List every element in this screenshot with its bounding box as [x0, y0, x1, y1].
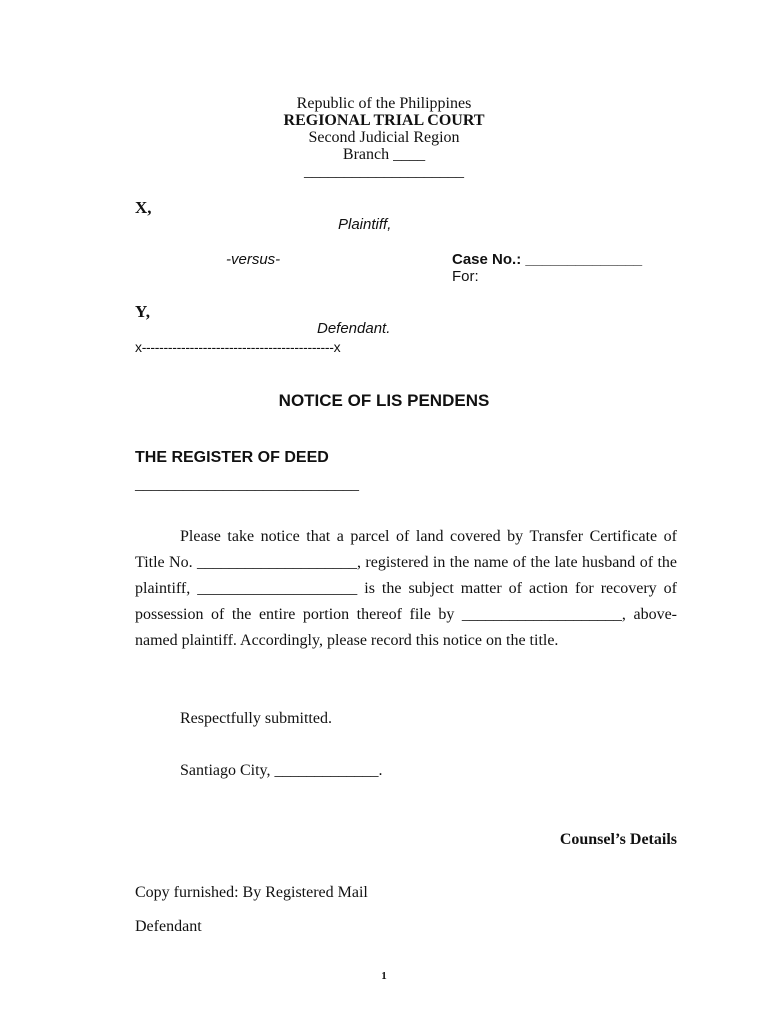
respectfully-submitted: Respectfully submitted.: [180, 710, 332, 727]
page-number: 1: [381, 970, 387, 982]
header-rule: ____________________: [304, 163, 464, 180]
defendant-role: Defendant.: [317, 320, 391, 337]
court-header: [0, 95, 768, 180]
header-branch: Branch ____: [342, 146, 426, 163]
copy-recipient: Defendant: [135, 918, 202, 935]
header-court: REGIONAL TRIAL COURT: [283, 112, 485, 129]
counsel-details: Counsel’s Details: [559, 831, 677, 848]
notice-paragraph: Please take notice that a parcel of land covered by Transfer Certificate of Title No. ____________________, registered in the name of the late husband of the plaintiff, ____________________ is the subject matter of action for recovery of possession of the entire portion thereof file by ____________________, above-named plaintiff. Accordingly, please record this notice on the title.: [135, 528, 677, 649]
header-region: Second Judicial Region: [308, 129, 460, 146]
versus-label: -versus-: [226, 251, 281, 268]
header-republic: Republic of the Philippines: [296, 95, 472, 112]
defendant-name: Y,: [135, 302, 150, 321]
addressee-rule: ____________________________: [135, 476, 359, 493]
copy-furnished: Copy furnished: By Registered Mail: [135, 884, 368, 901]
addressee-label: THE REGISTER OF DEED: [135, 449, 329, 466]
document-title: NOTICE OF LIS PENDENS: [278, 391, 490, 410]
plaintiff-role: Plaintiff,: [338, 216, 392, 233]
place-and-date: Santiago City, _____________.: [180, 762, 383, 779]
case-number-label: Case No.: ______________: [452, 251, 643, 268]
case-for-label: For:: [452, 268, 479, 285]
caption-divider: x--------------------------------------------x: [135, 339, 341, 355]
plaintiff-name: X,: [135, 198, 152, 217]
